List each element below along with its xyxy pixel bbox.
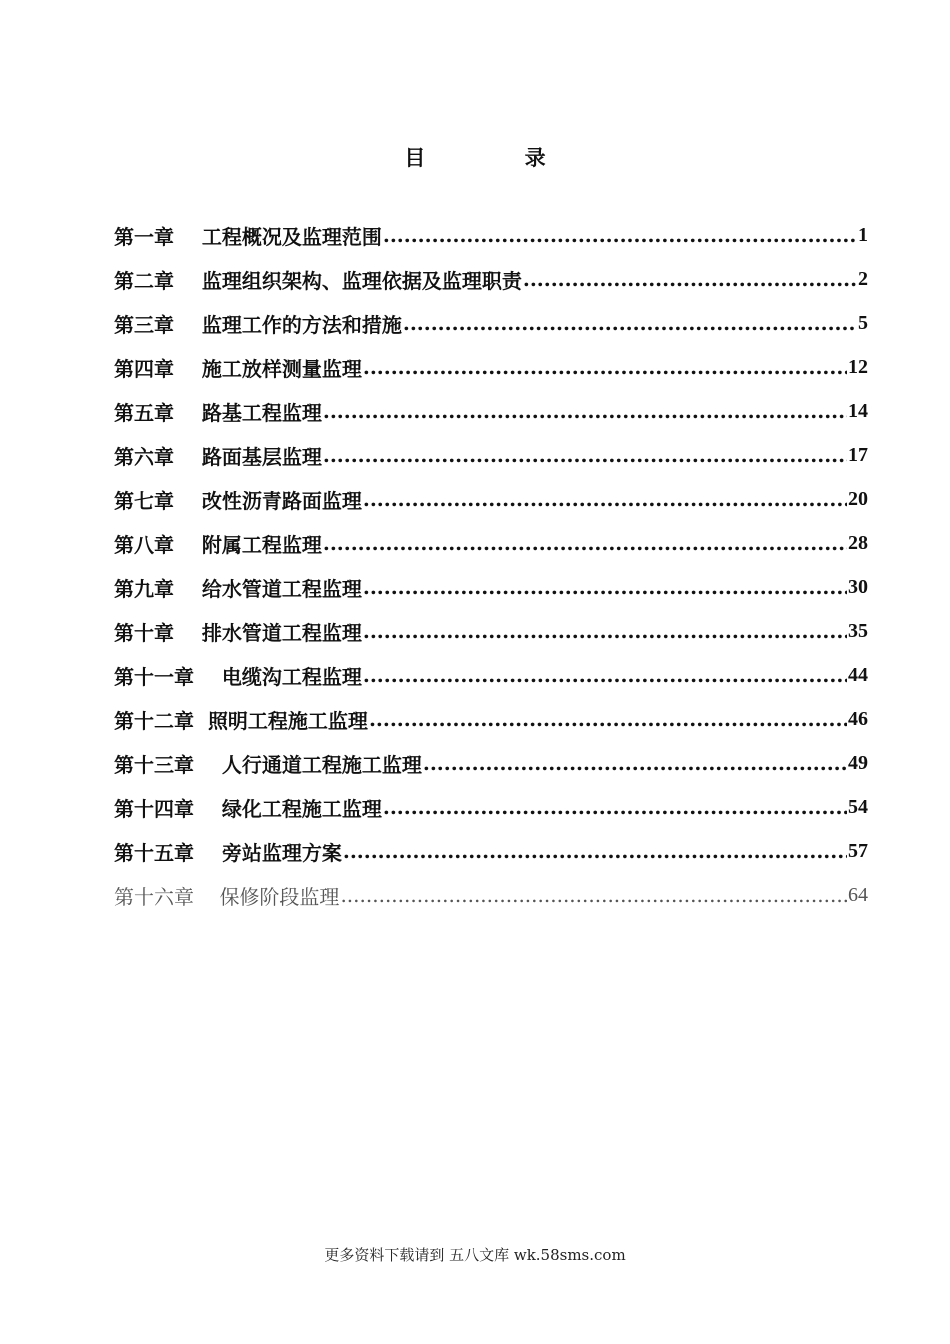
toc-page-number: 14 <box>848 399 868 422</box>
toc-chapter: 第十一章 <box>114 664 194 689</box>
toc-title: 绿化工程施工监理 <box>221 796 382 821</box>
toc-title: 路面基层监理 <box>201 444 322 469</box>
toc-page-number: 49 <box>848 751 868 774</box>
toc-title: 排水管道工程监理 <box>201 620 362 645</box>
toc-leader-dots <box>363 487 847 511</box>
toc-leader-dots <box>340 883 847 907</box>
toc-page-number: 2 <box>858 267 868 290</box>
toc-title: 附属工程监理 <box>201 532 322 557</box>
toc-entry[interactable] <box>114 741 868 785</box>
toc-leader-dots <box>323 531 847 555</box>
toc-title: 工程概况及监理范围 <box>201 224 382 249</box>
page-title: 目 录 <box>404 145 592 170</box>
toc-chapter: 第十二章 <box>114 708 194 733</box>
toc-page-number: 46 <box>848 707 868 730</box>
toc-title: 照明工程施工监理 <box>207 708 368 733</box>
toc-title: 人行通道工程施工监理 <box>221 752 422 777</box>
toc-chapter: 第二章 <box>114 268 174 293</box>
toc-leader-dots <box>383 795 847 819</box>
toc-chapter: 第十四章 <box>114 796 194 821</box>
toc-title: 施工放样测量监理 <box>201 356 362 381</box>
toc-page-number: 57 <box>848 839 868 862</box>
toc-chapter: 第三章 <box>114 312 174 337</box>
toc-entry[interactable] <box>114 609 868 653</box>
toc-chapter: 第六章 <box>114 444 174 469</box>
toc-title: 改性沥青路面监理 <box>201 488 362 513</box>
toc-title: 监理工作的方法和措施 <box>201 312 402 337</box>
toc-entry[interactable] <box>114 565 868 609</box>
toc-chapter: 第七章 <box>114 488 174 513</box>
toc-chapter: 第一章 <box>114 224 174 249</box>
toc-page-number: 35 <box>848 619 868 642</box>
toc-chapter: 第八章 <box>114 532 174 557</box>
toc-chapter: 第十五章 <box>114 840 194 865</box>
toc-entry[interactable] <box>114 345 868 389</box>
toc-entry[interactable] <box>114 521 868 565</box>
toc-chapter: 第十六章 <box>114 884 194 909</box>
toc-entry[interactable] <box>114 829 868 873</box>
toc-page-number: 17 <box>848 443 868 466</box>
toc-leader-dots <box>323 443 847 467</box>
toc-chapter: 第九章 <box>114 576 174 601</box>
toc-leader-dots <box>403 311 857 335</box>
toc-entry[interactable] <box>114 433 868 477</box>
toc-entry[interactable] <box>114 301 868 345</box>
toc-title: 保修阶段监理 <box>219 884 340 909</box>
toc-page-number: 5 <box>858 311 868 334</box>
table-of-contents <box>114 213 868 917</box>
toc-entry[interactable] <box>114 653 868 697</box>
toc-leader-dots <box>369 707 847 731</box>
toc-entry[interactable] <box>114 389 868 433</box>
toc-entry[interactable] <box>114 213 868 257</box>
toc-entry[interactable] <box>114 257 868 301</box>
toc-leader-dots <box>323 399 847 423</box>
toc-chapter: 第五章 <box>114 400 174 425</box>
toc-leader-dots <box>423 751 847 775</box>
toc-leader-dots <box>343 839 847 863</box>
toc-page-number: 30 <box>848 575 868 598</box>
toc-page-number: 64 <box>848 883 868 906</box>
toc-title: 电缆沟工程监理 <box>221 664 362 689</box>
toc-title: 路基工程监理 <box>201 400 322 425</box>
toc-entry[interactable] <box>114 873 868 917</box>
toc-page-number: 44 <box>848 663 868 686</box>
toc-chapter: 第十章 <box>114 620 174 645</box>
toc-leader-dots <box>363 355 847 379</box>
toc-chapter: 第十三章 <box>114 752 194 777</box>
toc-page-number: 20 <box>848 487 868 510</box>
page-footer: 更多资料下载请到 五八文库 wk.58sms.com <box>324 1246 626 1264</box>
toc-entry[interactable] <box>114 477 868 521</box>
toc-leader-dots <box>363 619 847 643</box>
toc-chapter: 第四章 <box>114 356 174 381</box>
toc-page-number: 28 <box>848 531 868 554</box>
toc-entry[interactable] <box>114 697 868 741</box>
toc-title: 监理组织架构、监理依据及监理职责 <box>201 268 522 293</box>
toc-title: 给水管道工程监理 <box>201 576 362 601</box>
toc-title: 旁站监理方案 <box>221 840 342 865</box>
toc-leader-dots <box>363 663 847 687</box>
toc-leader-dots <box>363 575 847 599</box>
toc-page-number: 12 <box>848 355 868 378</box>
toc-page-number: 1 <box>858 223 868 246</box>
toc-leader-dots <box>383 223 857 247</box>
toc-leader-dots <box>523 267 857 291</box>
toc-page-number: 54 <box>848 795 868 818</box>
toc-entry[interactable] <box>114 785 868 829</box>
